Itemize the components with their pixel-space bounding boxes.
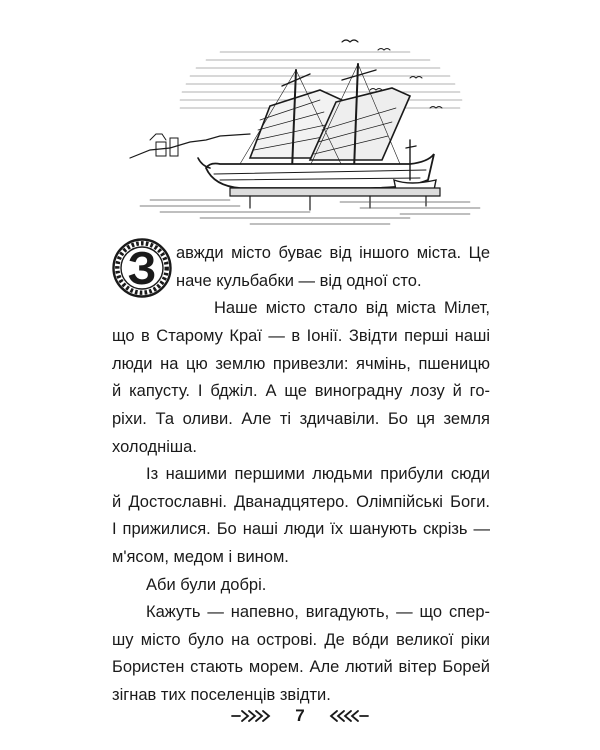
page-number: 7 (295, 706, 305, 725)
text-line: люди на цю землю привезли: ячмінь, пшеницю (112, 355, 490, 373)
right-ornament-icon (328, 708, 370, 724)
text-line: авжди місто буває від іншого міста. Це (176, 244, 490, 262)
text-line: Бористен стають морем. Але лютий вітер Борей (112, 658, 490, 676)
harbor-ships-illustration (110, 30, 490, 230)
text-line: ріхи. Та оливи. Але ті здичавіли. Бо ця земля (112, 410, 490, 428)
text-line: Наше місто стало від міста Мілет, (214, 299, 490, 317)
text-line: й Достославні. Дванадцятеро. Олімпійські Боги. (112, 493, 490, 511)
text-line: І прижилися. Бо наші люди їх шанують скрізь — (112, 520, 490, 538)
dropcap-frame (112, 238, 172, 298)
text-line: й капусту. І бджіл. А ще виноградну лозу й го- (112, 382, 490, 400)
text-line: Аби були добрі. (146, 576, 267, 594)
text-line: зігнав тих поселенців звідти. (112, 686, 331, 704)
text-line: шу місто було на острові. Де вóди великої ріки (112, 631, 490, 649)
text-line: холодніша. (112, 438, 197, 456)
text-line: м'ясом, медом і вином. (112, 548, 289, 566)
left-ornament-icon (230, 708, 272, 724)
page-footer (0, 705, 600, 727)
dropcap-letter: З (127, 242, 157, 294)
text-line: Із нашими першими людьми прибули сюди (146, 465, 490, 483)
text-line: Кажуть — напевно, вигадують, — що спер- (146, 603, 490, 621)
text-line: що в Старому Краї — в Іонії. Звідти перші наші (112, 327, 490, 345)
text-line: наче кульбабки — від одної сто. (176, 272, 422, 290)
